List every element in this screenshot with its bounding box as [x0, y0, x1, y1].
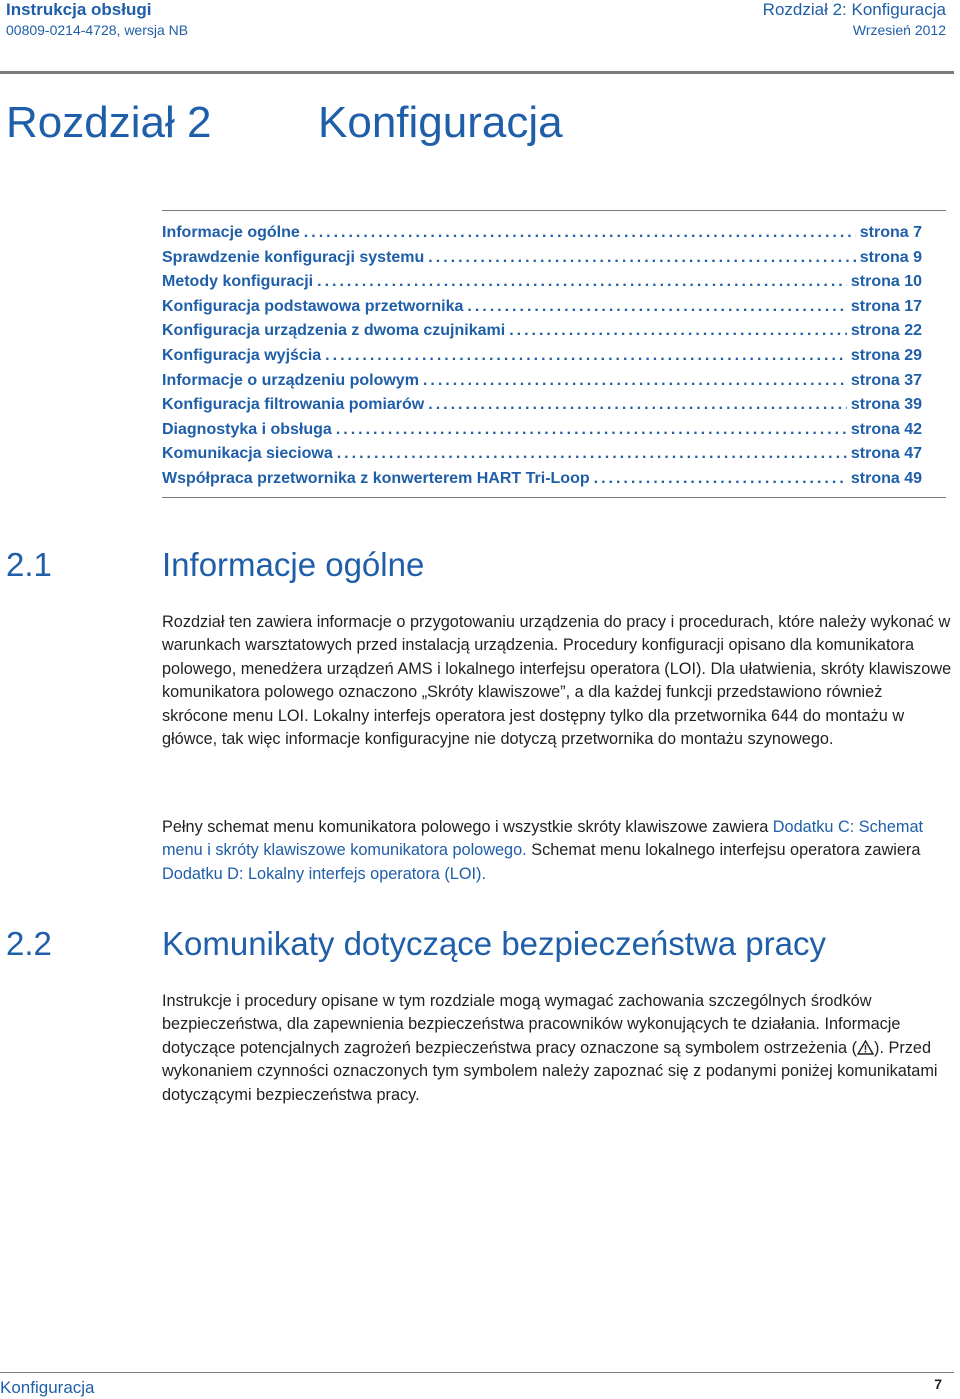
- toc-entry-page: strona 7: [859, 224, 922, 241]
- toc-entry[interactable]: [162, 347, 922, 372]
- toc-entry[interactable]: [162, 445, 922, 470]
- section-title: Informacje ogólne: [162, 546, 425, 583]
- toc-entry-page: strona 29: [850, 346, 922, 364]
- toc-entry-label: Konfiguracja podstawowa przetwornika: [162, 297, 464, 315]
- toc-entry-label: Sprawdzenie konfiguracji systemu: [162, 248, 425, 266]
- toc-entry-label: Konfiguracja wyjścia: [162, 346, 322, 364]
- toc-leader-dots: [467, 298, 846, 316]
- toc-entry-page: strona 10: [850, 273, 922, 291]
- toc-entry[interactable]: [162, 224, 922, 249]
- toc-entry[interactable]: [162, 322, 922, 347]
- toc-entry[interactable]: [162, 470, 922, 495]
- toc-bottom-rule: [162, 497, 946, 498]
- toc-entry-page: strona 39: [850, 396, 922, 414]
- paragraph-text: Pełny schemat menu komunikatora polowego i wszystkie skróty klawiszowe zawiera: [162, 818, 773, 836]
- toc-entry-label: Konfiguracja urządzenia z dwoma czujnikami: [162, 322, 506, 340]
- table-of-contents: [162, 224, 922, 495]
- chapter-number: Rozdział 2: [6, 98, 212, 147]
- toc-entry-label: Konfiguracja filtrowania pomiarów: [162, 396, 425, 414]
- warning-triangle-icon: [857, 1040, 874, 1055]
- toc-leader-dots: [428, 249, 855, 267]
- toc-leader-dots: [423, 372, 847, 390]
- toc-entry-page: strona 9: [859, 248, 922, 266]
- toc-entry[interactable]: [162, 396, 922, 421]
- header-chapter: Rozdział 2: Konfiguracja: [762, 0, 946, 19]
- header-doc-number: 00809-0214-4728, wersja NB: [6, 22, 189, 38]
- header-date: Wrzesień 2012: [852, 22, 946, 38]
- toc-entry-label: Współpraca przetwornika z konwerterem HART Tri-Loop: [162, 469, 590, 487]
- section-paragraph: Rozdział ten zawiera informacje o przygotowaniu urządzenia do pracy i procedurach, które należy wykonać w warunkach warsztatowych przed instalacją urządzenia. Procedury konfiguracji opisano dla komunikatora polowego, menedżera urządzeń AMS i lokalnego interfejsu operatora (LOI). Dla ułatwienia, skróty klawiszowe komunikatora polowego oznaczono „Skróty klawiszowe”, a dla każdej funkcji przedstawiono również skrócone menu LOI. Lokalny interfejs operatora jest dostępny tylko dla przetwornika 644 do montażu w główce, tak więc informacje konfiguracyjne nie dotyczą przetwornika do montażu szynowego.: [162, 613, 952, 749]
- chapter-title: Konfiguracja: [318, 98, 563, 147]
- toc-leader-dots: [428, 396, 847, 414]
- toc-leader-dots: [325, 347, 847, 365]
- toc-leader-dots: [317, 273, 847, 291]
- paragraph-text: Schemat menu lokalnego interfejsu operatora zawiera: [526, 841, 921, 860]
- section-title: Komunikaty dotyczące bezpieczeństwa pracy: [162, 925, 826, 962]
- toc-leader-dots: [304, 224, 856, 242]
- header-rule: [0, 71, 954, 74]
- footer-page-number: 7: [934, 1376, 942, 1392]
- header-manual-title: Instrukcja obsługi: [6, 0, 152, 19]
- toc-entry-label: Informacje o urządzeniu polowym: [162, 371, 419, 389]
- footer-section-name: Konfiguracja: [0, 1378, 95, 1397]
- appendix-d-link[interactable]: Dodatku D: Lokalny interfejs operatora (LOI).: [162, 864, 486, 883]
- appendix-c-link[interactable]: Dodatku C: Schemat menu i skróty klawiszowe komunikatora polowego.: [162, 818, 924, 860]
- toc-leader-dots: [594, 470, 847, 488]
- paragraph-text: Instrukcje i procedury opisane w tym rozdziale mogą wymagać zachowania szczególnych środków bezpieczeństwa, dla zapewnienia bezpieczeństwa pracowników wykonujących te działania. Informacje dotyczące potencjalnych zagrożeń bezpieczeństwa pracy oznaczone są symbolem ostrzeżenia (: [162, 992, 901, 1057]
- toc-entry-page: strona 17: [850, 297, 922, 315]
- toc-entry-label: Komunikacja sieciowa: [162, 445, 333, 463]
- toc-entry[interactable]: [162, 372, 922, 397]
- toc-entry-label: Informacje ogólne: [162, 224, 300, 241]
- toc-entry-label: Metody konfiguracji: [162, 273, 314, 291]
- toc-entry[interactable]: [162, 421, 922, 446]
- toc-entry[interactable]: [162, 249, 922, 274]
- toc-entry-page: strona 42: [850, 420, 922, 438]
- toc-top-rule: [162, 210, 946, 211]
- section-paragraph: [162, 990, 952, 1107]
- section-paragraph: [162, 816, 952, 886]
- toc-entry[interactable]: [162, 298, 922, 323]
- toc-entry-label: Diagnostyka i obsługa: [162, 420, 332, 438]
- footer-rule: [0, 1372, 954, 1373]
- toc-entry[interactable]: [162, 273, 922, 298]
- toc-entry-page: strona 47: [850, 445, 922, 463]
- toc-entry-page: strona 37: [850, 371, 922, 389]
- toc-entry-page: strona 49: [850, 469, 922, 487]
- section-number: 2.1: [6, 546, 52, 583]
- toc-leader-dots: [336, 421, 847, 439]
- section-number: 2.2: [6, 925, 52, 962]
- toc-leader-dots: [509, 322, 847, 340]
- toc-entry-page: strona 22: [850, 322, 922, 340]
- paragraph-text: ). Przed wykonaniem czynności oznaczonych tym symbolem należy zapoznać się z podanymi poniżej komunikatami dotyczącymi bezpieczeństwa pracy.: [162, 1038, 938, 1104]
- toc-leader-dots: [337, 445, 847, 463]
